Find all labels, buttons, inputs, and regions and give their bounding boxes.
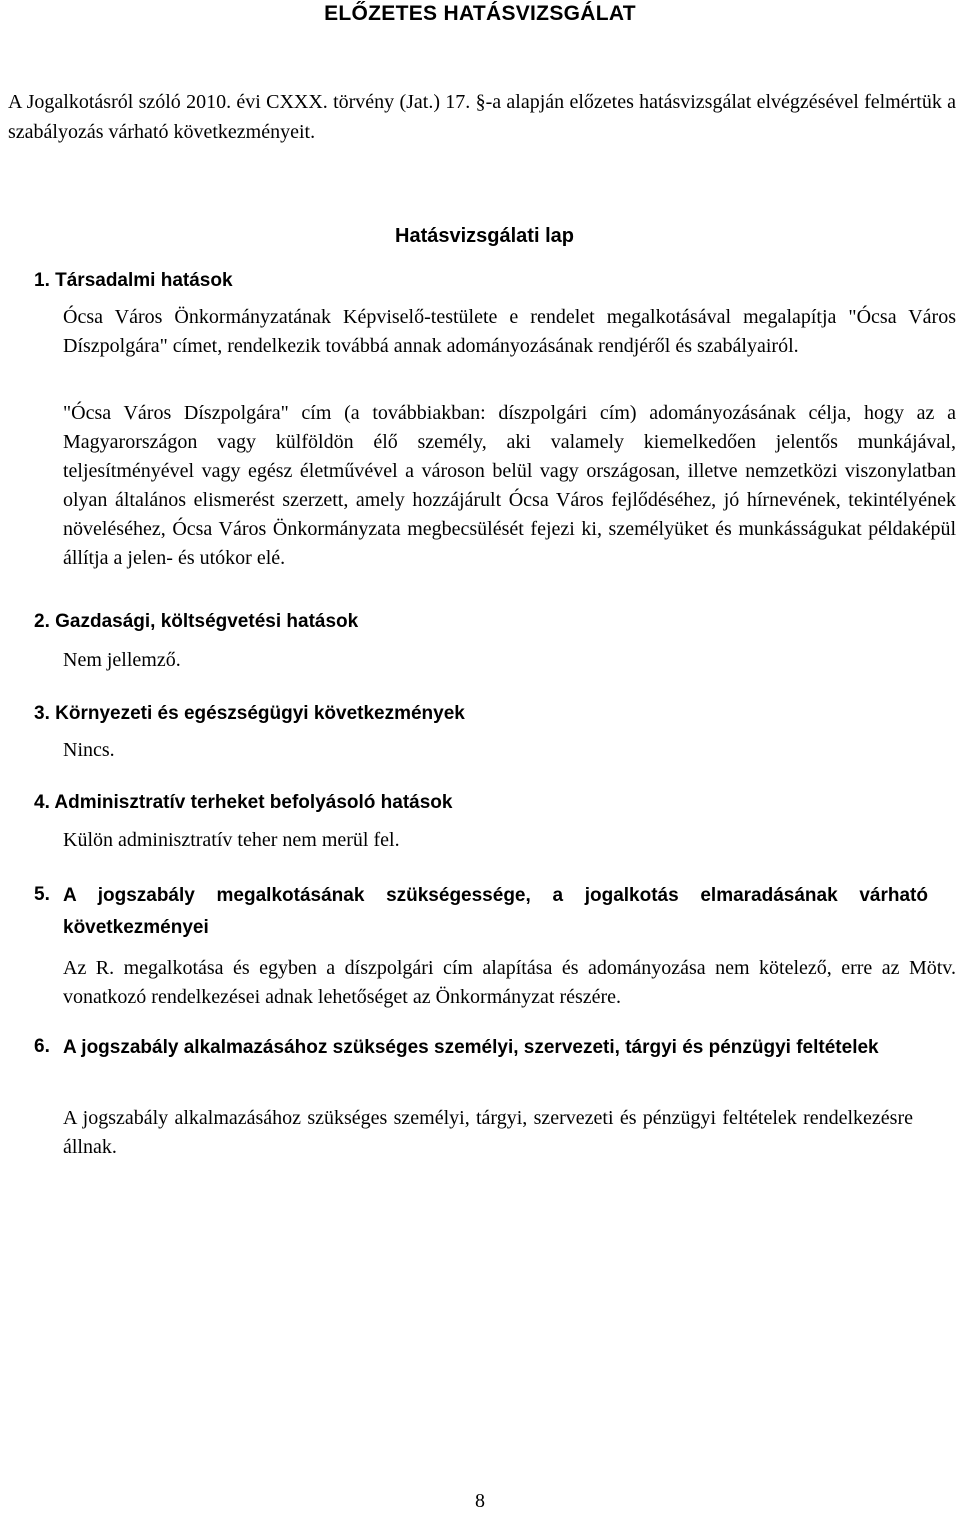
section-3-heading: 3. Környezeti és egészségügyi következmények — [34, 703, 465, 724]
section-1-paragraph-1: Ócsa Város Önkormányzatának Képviselő-testülete e rendelet megalkotásával megalapítja "Ócsa Város Díszpolgára" címet, rendelkezik továbbá annak adományozásának rendjéről és szabályairól. — [63, 306, 956, 357]
section-6-paragraph: A jogszabály alkalmazásához szükséges személyi, tárgyi, szervezeti és pénzügyi feltételek rendelkezésre állnak. — [63, 1107, 913, 1158]
section-1-paragraph-2: "Ócsa Város Díszpolgára" cím (a továbbiakban: díszpolgári cím) adományozásának célja, hogy az a Magyarországon vagy külföldön élő személy, aki valamely kiemelkedően jelentős munkájával, teljesítményével vagy egész életművével a városon belül vagy országosan, illetve nemzetközi viszonylatban olyan általános elismerést szerzett, amely hozzájárult Ócsa Város fejlődéséhez, jó hírnevének, tekintélyének növeléséhez, Ócsa Város Önkormányzata megbecsülését fejezi ki, személyüket és munkásságukat példaképül állítja a jelen- és utókor elé. — [63, 402, 956, 569]
section-6-heading: A jogszabály alkalmazásához szükséges személyi, szervezeti, tárgyi és pénzügyi feltételek — [63, 1037, 879, 1058]
section-5-heading: A jogszabály megalkotásának szükségessége, a jogalkotás elmaradásának várható következményei — [63, 885, 928, 938]
section-2-heading: 2. Gazdasági, költségvetési hatások — [34, 611, 359, 632]
section-3-paragraph: Nincs. — [63, 739, 115, 761]
section-2-paragraph: Nem jellemző. — [63, 649, 181, 671]
section-1-heading: 1. Társadalmi hatások — [34, 270, 233, 291]
section-4-heading: 4. Adminisztratív terheket befolyásoló hatások — [34, 792, 453, 813]
section-5-paragraph: Az R. megalkotása és egyben a díszpolgári cím alapítása és adományozása nem kötelező, erre az Mötv. vonatkozó rendelkezései adnak lehetőséget az Önkormányzat részére. — [63, 957, 956, 1008]
intro-paragraph: A Jogalkotásról szóló 2010. évi CXXX. törvény (Jat.) 17. §-a alapján előzetes hatásvizsgálat elvégzésével felmértük a szabályozás várható következményeit. — [8, 91, 956, 143]
section-5-number: 5. — [34, 884, 50, 905]
page-subtitle: Hatásvizsgálati lap — [395, 225, 574, 247]
page-number: 8 — [475, 1490, 485, 1512]
section-6-number: 6. — [34, 1036, 50, 1057]
document-title: ELŐZETES HATÁSVIZSGÁLAT — [324, 2, 636, 25]
section-4-paragraph: Külön adminisztratív teher nem merül fel. — [63, 829, 400, 851]
